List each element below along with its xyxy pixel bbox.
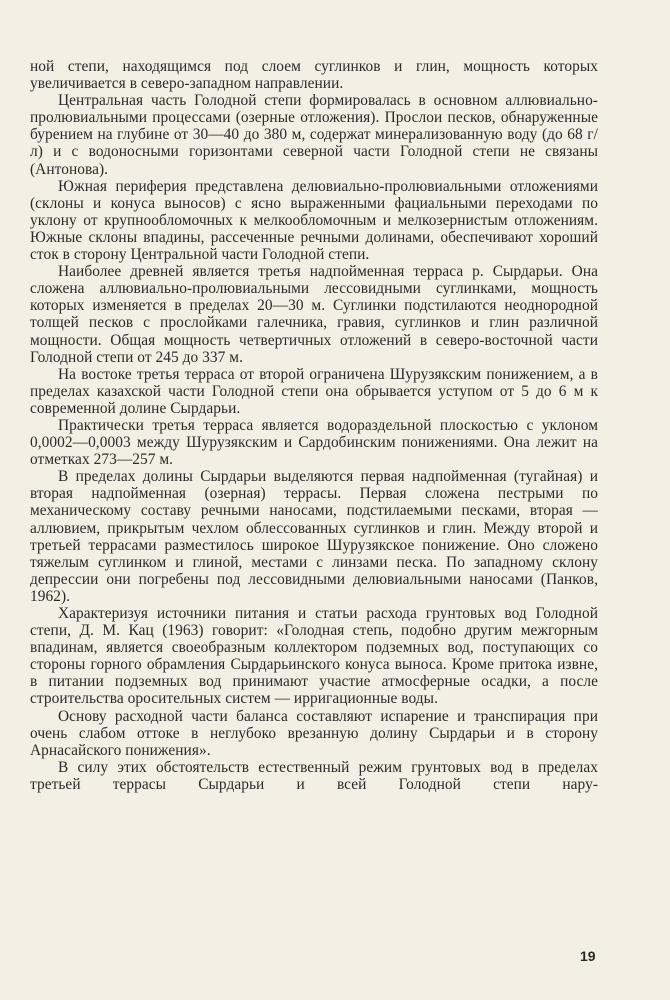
- paragraph-1: ной степи, находящимся под слоем суглинков и глин, мощность которых увеличивается в северо-западном направлении.: [30, 58, 598, 93]
- paragraph-7: В пределах долины Сырдарьи выделяются первая надпойменная (тугайная) и вторая надпойменная (озерная) террасы. Первая сложена пестрыми по механическому составу речными наносами, подстилаемыми песками, вторая — аллювием, прикрытым чехлом облессованных суглинков и глин. Между второй и третьей террасами разместилось широкое Шурузякское понижение. Оно сложено тяжелым суглинком и глиной, местами с линзами песка. По западному склону депрессии они погребены под лессовидными делювиальными наносами (Панков, 1962).: [30, 468, 598, 605]
- paragraph-10: В силу этих обстоятельств естественный режим грунтовых вод в пределах третьей террасы Сырдарьи и всей Голодной степи нару-: [30, 758, 598, 793]
- paragraph-9: Основу расходной части баланса составляют испарение и транспирация при очень слабом оттоке в неглубоко врезанную долину Сырдарьи и в сторону Арнасайского понижения».: [30, 707, 598, 759]
- page-body: [30, 58, 598, 793]
- paragraph-5: На востоке третья терраса от второй ограничена Шурузякским понижением, а в пределах казахской части Голодной степи она обрывается уступом от 5 до 6 м к современной долине Сырдарьи.: [30, 365, 598, 417]
- paragraph-2: Центральная часть Голодной степи формировалась в основном аллювиально-пролювиальными процессами (озерные отложения). Прослои песков, обнаруженные бурением на глубине от 30—40 до 380 м, содержат минерализованную воду (до 68 г/л) и с водоносными горизонтами северной части Голодной степи не связаны (Антонова).: [30, 92, 598, 178]
- paragraph-8: Характеризуя источники питания и статьи расхода грунтовых вод Голодной степи, Д. М. Кац (1963) говорит: «Голодная степь, подобно другим межгорным впадинам, является своеобразным коллектором подземных вод, поступающих со стороны горного обрамления Сырдарьинского конуса выноса. Кроме притока извне, в питании подземных вод принимают участие атмосферные осадки, а после строительства оросительных систем — ирригационные воды.: [30, 605, 598, 708]
- paragraph-4: Наиболее древней является третья надпойменная терраса р. Сырдарьи. Она сложена аллювиально-пролювиальными лессовидными суглинками, мощность которых изменяется в пределах 20—30 м. Суглинки подстилаются неоднородной толщей песков с прослойками галечника, гравия, суглинков и глин различной мощности. Общая мощность четвертичных отложений в северо-восточной части Голодной степи от 245 до 337 м.: [30, 263, 598, 366]
- page-number: 19: [580, 948, 596, 964]
- paragraph-6: Практически третья терраса является водораздельной плоскостью с уклоном 0,0002—0,0003 между Шурузякским и Сардобинским понижениями. Она лежит на отметках 273—257 м.: [30, 416, 598, 469]
- paragraph-3: Южная периферия представлена делювиально-пролювиальными отложениями (склоны и конуса выносов) с ясно выраженными фациальными переходами по уклону от крупнообломочных к мелкообломочным и мелкозернистым отложениям. Южные склоны впадины, рассеченные речными долинами, обеспечивают хороший сток в сторону Центральной части Голодной степи.: [30, 177, 598, 264]
